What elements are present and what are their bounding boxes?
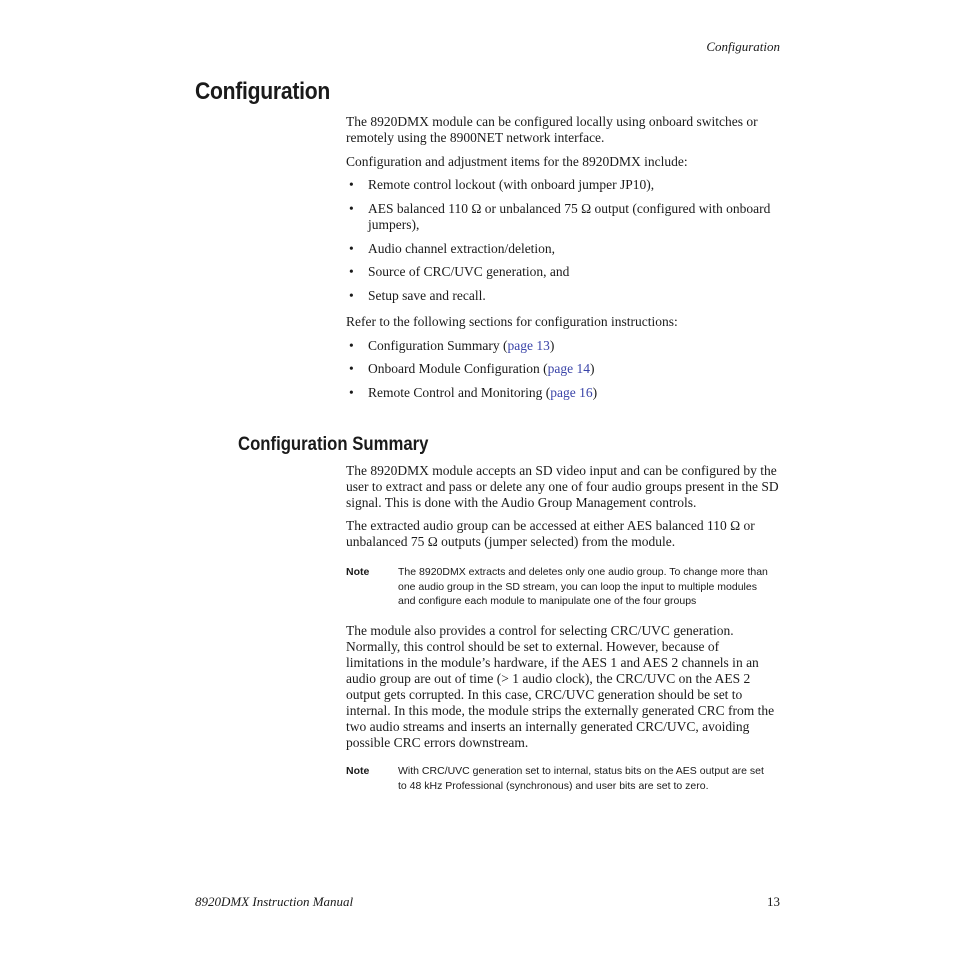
page-number: 13	[767, 894, 780, 909]
summary-paragraph-1: The 8920DMX module accepts an SD video input and can be configured by the user to extract and pass or delete any one of four audio groups present in the SD signal. This is done with the Audio Group Management controls.	[346, 463, 779, 510]
list-item: • Configuration Summary (page 13)	[346, 338, 780, 354]
page-link[interactable]: page 16	[550, 385, 593, 400]
note-text: The 8920DMX extracts and deletes only one audio group. To change more than one audio group in the SD stream, you can loop the input to multiple modules and configure each module to manipulate one of the four groups	[398, 566, 768, 607]
intro-paragraph-1: The 8920DMX module can be configured locally using onboard switches or remotely using the 8900NET network interface.	[346, 114, 758, 145]
config-items-list	[346, 177, 780, 304]
page-title: Configuration	[195, 78, 330, 105]
section-refs-list	[346, 338, 780, 401]
summary-paragraph-3: The module also provides a control for selecting CRC/UVC generation. Normally, this control should be set to external. However, because of limitations in the module’s hardware, if the AES 1 and AES 2 channels in an audio group are out of time (> 1 audio clock), the CRC/UVC on the AES 2 output gets corrupted. In this case, CRC/UVC generation should be set to internal. In this mode, the module strips the externally generated CRC from the two audio streams and inserts an internally generated CRC/UVC, avoiding possible CRC errors downstream.	[346, 623, 775, 750]
note-label: Note	[346, 566, 370, 578]
list-item: • Audio channel extraction/deletion,	[346, 241, 780, 257]
note-text: With CRC/UVC generation set to internal, status bits on the AES output are set to 48 kHz Professional (synchronous) and user bits are set to zero.	[398, 765, 764, 792]
list-item: • Source of CRC/UVC generation, and	[346, 264, 780, 280]
list-item: • Onboard Module Configuration (page 14)	[346, 361, 780, 377]
running-head: Configuration	[706, 39, 780, 54]
list-item: • Remote Control and Monitoring (page 16)	[346, 385, 780, 401]
summary-paragraph-2: The extracted audio group can be accessed at either AES balanced 110 Ω or unbalanced 75 Ω outputs (jumper selected) from the module.	[346, 518, 755, 549]
intro-paragraph-3: Refer to the following sections for configuration instructions:	[346, 314, 678, 329]
list-item: • AES balanced 110 Ω or unbalanced 75 Ω output (configured with onboard jumpers),	[346, 201, 780, 233]
footer-manual-title: 8920DMX Instruction Manual	[195, 894, 354, 909]
page-link[interactable]: page 14	[547, 361, 590, 376]
list-item: • Setup save and recall.	[346, 288, 780, 304]
section-heading: Configuration Summary	[238, 434, 429, 455]
page-link[interactable]: page 13	[507, 338, 550, 353]
list-item: • Remote control lockout (with onboard jumper JP10),	[346, 177, 780, 193]
note-label: Note	[346, 765, 370, 777]
intro-paragraph-2: Configuration and adjustment items for the 8920DMX include:	[346, 154, 688, 169]
